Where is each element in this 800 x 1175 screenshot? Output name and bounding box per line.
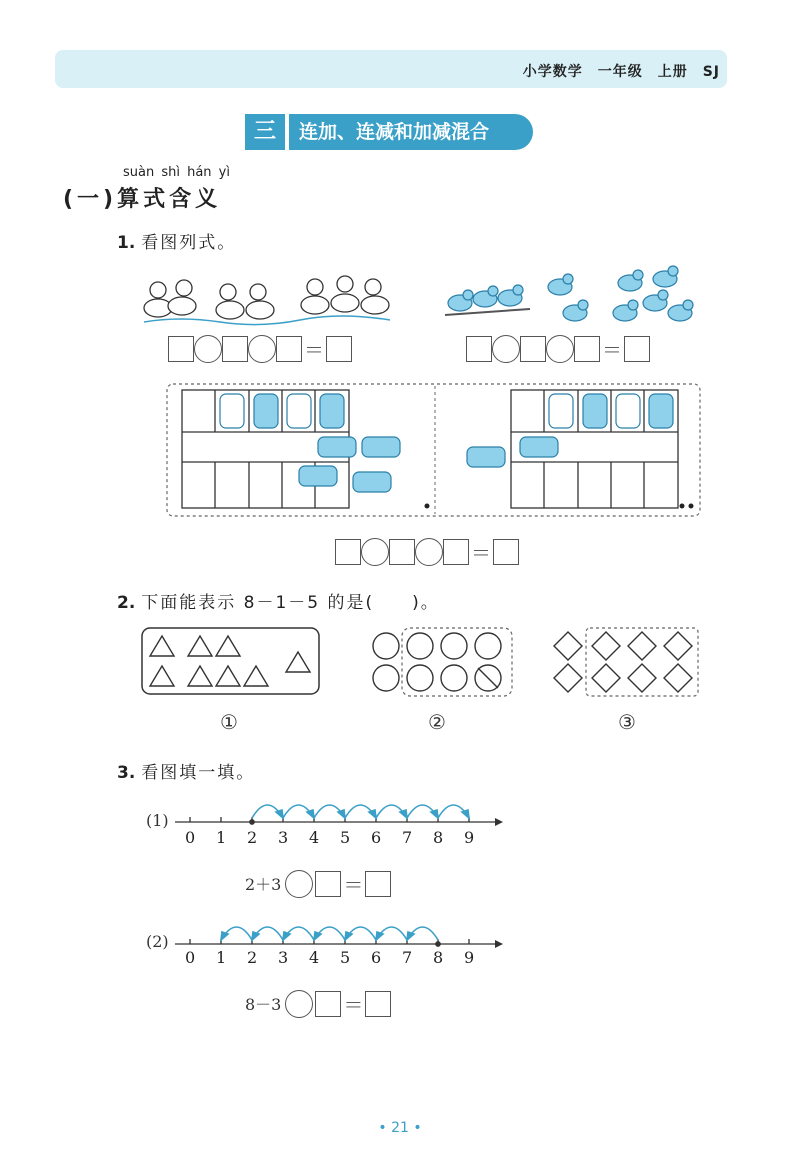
bird-icon <box>563 300 588 321</box>
arrow-head <box>276 810 283 818</box>
question-3-text: 看图填一填。 <box>141 763 256 783</box>
arrow-head <box>283 932 290 940</box>
car-icon <box>320 394 344 428</box>
option-3-diamonds <box>550 626 702 698</box>
arrow-head <box>345 932 352 940</box>
equals-sign: ＝ <box>343 873 364 897</box>
car-icon <box>467 447 505 467</box>
tick-label: 1 <box>216 948 227 967</box>
tick-label: 4 <box>309 948 320 967</box>
equation-parking <box>335 537 519 566</box>
equals-sign: ＝ <box>471 541 491 565</box>
arrow-head <box>221 932 228 940</box>
section-title-text: 连加、连减和加减混合 <box>289 114 533 150</box>
arrow-head <box>307 810 314 818</box>
tick-label: 8 <box>433 948 444 967</box>
car-icon <box>353 472 391 492</box>
arrow-head <box>369 810 376 818</box>
car-icon <box>583 394 607 428</box>
question-1-text: 看图列式。 <box>141 233 237 253</box>
arrow-head <box>338 810 345 818</box>
answer-box[interactable] <box>365 991 391 1017</box>
bird-icon <box>643 290 668 311</box>
answer-box[interactable] <box>443 539 469 565</box>
circle-icon <box>407 665 433 691</box>
answer-box[interactable] <box>326 336 352 362</box>
diamond-icon <box>664 632 692 660</box>
equals-sign: ＝ <box>602 338 622 362</box>
duck-icon <box>331 276 359 312</box>
bird-icon <box>668 300 693 321</box>
equation-birds <box>466 334 650 363</box>
car-icon <box>254 394 278 428</box>
bird-icon <box>473 286 498 307</box>
diamond-icon <box>592 664 620 692</box>
option-2-circles <box>366 626 516 698</box>
tick-label: 6 <box>371 948 382 967</box>
question-3-number: 3. <box>117 763 136 783</box>
car-icon <box>287 394 311 428</box>
part-2-label: (2) <box>146 932 169 951</box>
number-line-2 <box>170 912 505 952</box>
diamond-icon <box>628 664 656 692</box>
number-line-2-labels <box>170 948 505 968</box>
tick-label: 1 <box>216 828 227 847</box>
car-icon <box>220 394 244 428</box>
tick-label: 3 <box>278 948 289 967</box>
triangle-icon <box>150 666 174 686</box>
operator-circle[interactable] <box>415 538 443 566</box>
parking-lot-illustration <box>165 382 705 522</box>
arrow-head <box>376 932 383 940</box>
answer-box[interactable] <box>168 336 194 362</box>
option-1-triangles <box>140 626 322 698</box>
option-3-label[interactable]: ③ <box>618 710 636 734</box>
header-text: 小学数学 一年级 上册 SJ <box>522 64 720 80</box>
circle-icon <box>373 633 399 659</box>
question-3 <box>117 758 255 783</box>
operator-circle[interactable] <box>546 335 574 363</box>
circle-icon <box>373 665 399 691</box>
arrow-head <box>400 810 407 818</box>
tick-label: 5 <box>340 948 351 967</box>
arrow-head <box>314 932 321 940</box>
tick-label: 6 <box>371 828 382 847</box>
bird-icon <box>548 274 573 295</box>
operator-circle[interactable] <box>492 335 520 363</box>
operator-circle[interactable] <box>361 538 389 566</box>
equals-sign: ＝ <box>343 993 364 1017</box>
equals-sign: ＝ <box>304 338 324 362</box>
circle-icon <box>407 633 433 659</box>
tick-label: 0 <box>185 828 196 847</box>
duck-icon <box>144 282 172 317</box>
duck-icon <box>361 279 389 314</box>
diamond-icon <box>628 632 656 660</box>
diamond-icon <box>592 632 620 660</box>
operator-circle[interactable] <box>194 335 222 363</box>
triangle-icon <box>150 636 174 656</box>
answer-box[interactable] <box>574 336 600 362</box>
diamond-icon <box>664 664 692 692</box>
tick-label: 0 <box>185 948 196 967</box>
bird-icon <box>618 270 643 291</box>
arrow-head <box>407 932 414 940</box>
answer-box[interactable] <box>276 336 302 362</box>
question-1-number: 1. <box>117 233 136 253</box>
start-dot <box>250 820 254 824</box>
equation-part-2 <box>245 989 391 1018</box>
tick-label: 9 <box>464 828 475 847</box>
subsection-title: (一)算式含义 <box>63 187 222 212</box>
duck-icon <box>216 284 244 319</box>
tick-label: 2 <box>247 948 258 967</box>
bird-icon <box>613 300 638 321</box>
circle-icon <box>475 633 501 659</box>
answer-box[interactable] <box>365 871 391 897</box>
diamond-icon <box>554 632 582 660</box>
question-1 <box>117 228 236 253</box>
car-icon <box>616 394 640 428</box>
duck-icon <box>301 279 329 314</box>
triangle-icon <box>188 636 212 656</box>
duck-icon <box>246 284 274 319</box>
option-2-label[interactable]: ② <box>428 710 446 734</box>
car-icon <box>549 394 573 428</box>
triangle-icon <box>216 666 240 686</box>
car-icon <box>520 437 558 457</box>
triangle-icon <box>286 652 310 672</box>
answer-box[interactable] <box>520 336 546 362</box>
arrow-head <box>462 810 469 818</box>
arrow-head <box>252 932 259 940</box>
tick-label: 5 <box>340 828 351 847</box>
answer-box[interactable] <box>389 539 415 565</box>
tick-label: 7 <box>402 948 413 967</box>
part-1-label: (1) <box>146 811 169 830</box>
subsection-pinyin: suàn shì hán yì <box>123 165 230 180</box>
answer-box[interactable] <box>315 871 341 897</box>
tick-label: 2 <box>247 828 258 847</box>
operator-circle[interactable] <box>248 335 276 363</box>
bird-icon <box>653 266 678 287</box>
expression-part-1: 2＋3 <box>245 875 282 894</box>
question-2-number: 2. <box>117 593 136 613</box>
diamond-icon <box>554 664 582 692</box>
triangle-icon <box>244 666 268 686</box>
tick-label: 8 <box>433 828 444 847</box>
option-1-label[interactable]: ① <box>220 710 238 734</box>
section-number: 三 <box>245 114 285 150</box>
operator-circle[interactable] <box>285 870 313 898</box>
bird-icon <box>448 290 473 311</box>
ducks-illustration <box>140 270 400 330</box>
operator-circle[interactable] <box>285 990 313 1018</box>
triangle-icon <box>216 636 240 656</box>
tick-label: 7 <box>402 828 413 847</box>
answer-box[interactable] <box>493 539 519 565</box>
number-line-1 <box>170 790 505 830</box>
duck-icon <box>168 280 196 315</box>
triangle-icon <box>188 666 212 686</box>
equation-part-1 <box>245 869 391 898</box>
answer-box[interactable] <box>466 336 492 362</box>
answer-box[interactable] <box>315 991 341 1017</box>
expression-part-2: 8－3 <box>245 995 282 1014</box>
car-icon <box>649 394 673 428</box>
answer-box[interactable] <box>624 336 650 362</box>
tick-label: 3 <box>278 828 289 847</box>
birds-illustration <box>440 265 700 330</box>
answer-box[interactable] <box>335 539 361 565</box>
car-icon <box>299 466 337 486</box>
answer-box[interactable] <box>222 336 248 362</box>
start-dot <box>436 942 440 946</box>
car-icon <box>362 437 400 457</box>
page-number: • 21 • <box>378 1120 422 1136</box>
tick-label: 9 <box>464 948 475 967</box>
question-2 <box>117 588 440 613</box>
bird-icon <box>498 285 523 306</box>
circle-icon <box>441 665 467 691</box>
tick-label: 4 <box>309 828 320 847</box>
arrow-head <box>431 810 438 818</box>
question-2-text: 下面能表示 8－1－5 的是( )。 <box>141 593 440 613</box>
section-title <box>245 114 533 150</box>
circle-icon <box>441 633 467 659</box>
number-line-1-labels <box>170 828 505 848</box>
equation-ducks <box>168 334 352 363</box>
car-icon <box>318 437 356 457</box>
